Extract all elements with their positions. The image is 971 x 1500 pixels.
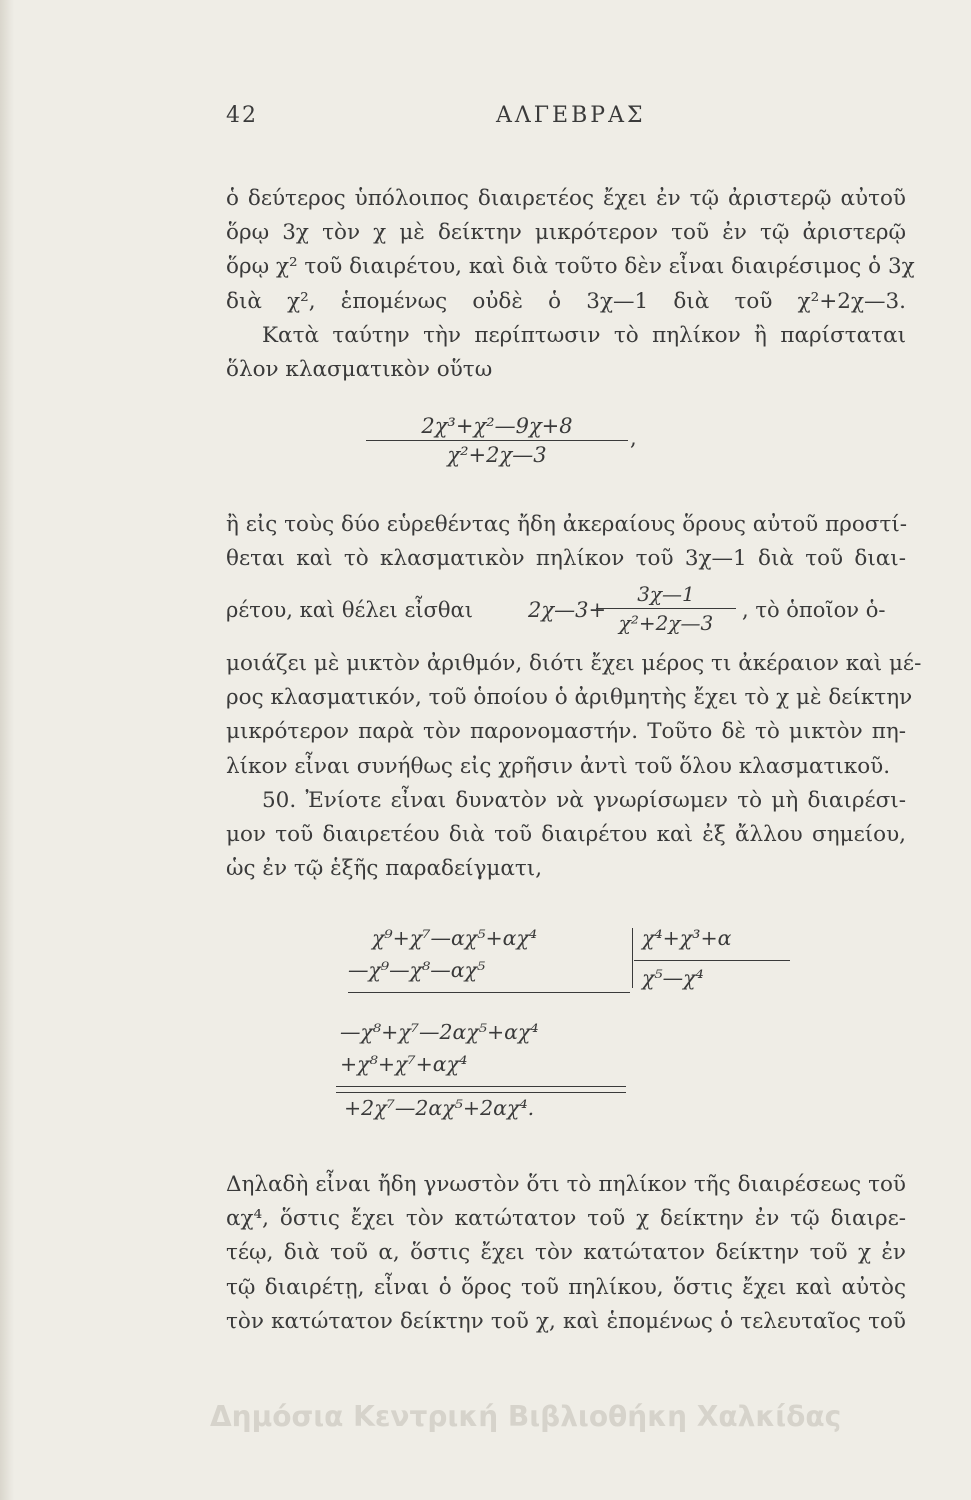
fraction-numerator: 2χ³+χ²—9χ+8 (421, 414, 573, 438)
fraction-display (366, 414, 628, 467)
quotient: χ⁵—χ⁴ (642, 966, 704, 990)
running-title: ΑΛΓΕΒΡΑΣ (496, 103, 646, 128)
text-line: λίκον εἶναι συνήθως εἰς χρῆσιν ἀντὶ τοῦ ὅλου κλασματικοῦ. (226, 753, 891, 779)
subtraction-1: —χ⁹—χ⁸—αχ⁵ (348, 958, 486, 982)
fraction-numerator: 3χ—1 (637, 582, 695, 606)
text-line: μικρότερον παρὰ τὸν παρονομαστήν. Τοῦτο δὲ τὸ μικτὸν πη- (226, 719, 906, 745)
text-line: μοιάζει μὲ μικτὸν ἀριθμόν, διότι ἔχει μέρος τι ἀκέραιον καὶ μέ- (226, 651, 922, 676)
subtraction-rule-2 (336, 1086, 626, 1087)
fraction-denominator: χ²+2χ—3 (618, 611, 714, 635)
text-line: ρος κλασματικόν, τοῦ ὁποίου ὁ ἀριθμητὴς ἔχει τὸ χ μὲ δείκτην (226, 685, 913, 711)
fraction-denominator: χ²+2χ—3 (447, 443, 547, 467)
text-line: αχ⁴, ὅστις ἔχει τὸν κατώτατον τοῦ χ δείκτην ἐν τῷ διαιρε- (226, 1206, 906, 1232)
text-line: ἢ εἰς τοὺς δύο εὑρεθέντας ἤδη ἀκεραίους ὅρους αὐτοῦ προστί- (226, 512, 908, 537)
library-watermark: Δημόσια Κεντρική Βιβλιοθήκη Χαλκίδας (210, 1400, 842, 1433)
section-50-line: 50. Ἐνίοτε εἶναι δυνατὸν νὰ γνωρίσωμεν τὸ μὴ διαιρέσι- (262, 787, 906, 813)
text-line: τέῳ, διὰ τοῦ α, ὅστις ἔχει τὸν κατώτατον δείκτην τοῦ χ ἐν (226, 1240, 906, 1266)
subtraction-rule-1 (348, 992, 630, 993)
subtraction-2: +χ⁸+χ⁷+αχ⁴ (340, 1052, 468, 1076)
inline-expression: 2χ—3+ (528, 598, 607, 622)
inline-fraction (596, 582, 736, 635)
text-line: ὅρῳ χ² τοῦ διαιρέτου, καὶ διὰ τοῦτο δὲν εἶναι διαιρέσιμος ὁ 3χ (226, 254, 915, 280)
divisor-underline (634, 960, 790, 961)
subtraction-rule-3 (336, 1092, 626, 1093)
text-line: Δηλαδὴ εἶναι ἤδη γνωστὸν ὅτι τὸ πηλίκον τῆς διαιρέσεως τοῦ (226, 1172, 906, 1197)
text-line: τῷ διαιρέτῃ, εἶναι ὁ ὅρος τοῦ πηλίκου, ὅστις ἔχει καὶ αὐτὸς (226, 1274, 906, 1300)
page-edge (0, 0, 14, 1500)
text-line: μον τοῦ διαιρετέου διὰ τοῦ διαιρέτου καὶ ἐξ ἄλλου σημείου, (226, 822, 906, 848)
page-number: 42 (226, 103, 258, 128)
text-line: ὅλον κλασματικὸν οὕτω (226, 357, 493, 383)
paragraph-1 (226, 182, 915, 387)
inline-text-before: ρέτου, καὶ θέλει εἶσθαι (226, 598, 473, 622)
page-header (226, 103, 906, 143)
divisor-bar (632, 928, 633, 988)
paragraph-3 (226, 647, 922, 886)
text-line: θεται καὶ τὸ κλασματικὸν πηλίκον τοῦ 3χ—1 διὰ τοῦ διαι- (226, 546, 906, 572)
divisor: χ⁴+χ³+α (642, 926, 732, 950)
text-line: διὰ χ², ἑπομένως οὐδὲ ὁ 3χ—1 διὰ τοῦ χ²+2χ—3. (226, 288, 906, 314)
fraction-comma: , (630, 426, 637, 450)
remainder-2: +2χ⁷—2αχ⁵+2αχ⁴. (344, 1096, 535, 1120)
text-line: ὡς ἐν τῷ ἑξῆς παραδείγματι, (226, 856, 543, 882)
paragraph-2 (226, 508, 906, 576)
paragraph-4 (226, 1168, 906, 1339)
text-line: Κατὰ ταύτην τὴν περίπτωσιν τὸ πηλίκον ἢ παρίσταται (262, 322, 906, 348)
remainder-1: —χ⁸+χ⁷—2αχ⁵+αχ⁴ (340, 1020, 539, 1044)
text-line: τὸν κατώτατον δείκτην τοῦ χ, καὶ ἑπομένως ὁ τελευταῖος τοῦ (226, 1308, 906, 1334)
text-line: ὅρῳ 3χ τὸν χ μὲ δείκτην μικρότερον τοῦ ἐν τῷ ἀριστερῷ (226, 220, 906, 246)
inline-text-after: , τὸ ὁποῖον ὁ- (742, 598, 886, 622)
text-line: ὁ δεύτερος ὑπόλοιπος διαιρετέος ἔχει ἐν τῷ ἀριστερῷ αὐτοῦ (226, 186, 906, 211)
dividend: χ⁹+χ⁷—αχ⁵+αχ⁴ (372, 926, 538, 950)
